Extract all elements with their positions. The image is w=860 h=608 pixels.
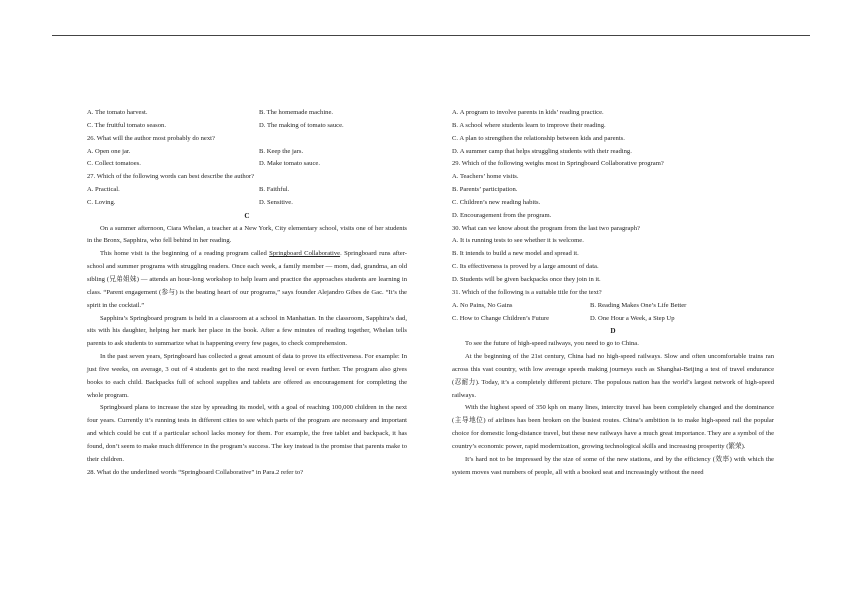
passage-d-paragraph-1: To see the future of high-speed railways, you need to go to China. <box>465 340 639 348</box>
underlined-term: Springboard Collaborative <box>269 250 341 258</box>
option-row <box>87 158 407 171</box>
passage-c-paragraph-2 <box>87 248 407 312</box>
passage-d-paragraph-3: With the highest speed of 350 kph on many lines, intercity travel has been completely changed and the dominance (主导地位) of airlines has been broken on the busiest routes. China’s ambition is to make high-speed rail the popular choice for domestic long-distance travel, but these new railways have a much great importance. They are a symbol of the country’s economic power, rapid modernization, growing technological skills and increasing prosperity (繁荣). <box>452 404 774 450</box>
option-c: C. The fruitful tomato season. <box>87 121 166 129</box>
option-row <box>452 313 774 326</box>
passage-d-paragraph-4: It’s hard not to be impressed by the size of some of the new stations, and by the efficiency (效率) with which the system moves vast numbers of people, all with a booked seat and increasingly without the need <box>452 455 774 476</box>
option-d: D. A summer camp that helps struggling students with their reading. <box>452 147 632 155</box>
option-row <box>87 120 407 133</box>
option-d: D. The making of tomato sauce. <box>259 121 344 129</box>
option-b: B. It intends to build a new model and spread it. <box>452 250 579 258</box>
paragraph-text: . Springboard runs after-school and summer programs with struggling readers. Once each week, a family member — mom, dad, grandma, an old sibling (兄弟姐妹) — attends an hour-long workshop to help learn and practice the approaches students are learning in class. “Parent engagement (参与) is the beating heart of our programs,” says founder Alejandro Gibes de Gac. “It’s the spirit in the cocktail.” <box>87 250 407 309</box>
option-a: A. Open one jar. <box>87 147 131 155</box>
option-a: A. Practical. <box>87 186 120 194</box>
section-heading-d: D <box>610 327 616 336</box>
right-column <box>452 107 774 479</box>
option-c: C. Collect tomatoes. <box>87 160 141 168</box>
question-29: 29. Which of the following weighs most in Springboard Collaborative program? <box>452 160 664 168</box>
question-30: 30. What can we know about the program from the last two paragraph? <box>452 224 640 232</box>
header-rule <box>52 35 810 36</box>
question-28: 28. What do the underlined words “Springboard Collaborative” in Para.2 refer to? <box>87 468 304 476</box>
passage-d-paragraph-2: At the beginning of the 21st century, China had no high-speed railways. Slow and often uncomfortable trains ran across this vast country, with low average speeds making journeys such as Shanghai-Beijing a test of travel endurance (忍耐力). Today, it’s a completely different picture. The populous nation has the world’s largest network of high-speed railways. <box>452 353 774 399</box>
left-column <box>87 107 407 479</box>
option-b: B. Keep the jars. <box>259 147 304 155</box>
option-c: C. How to Change Children’s Future <box>452 314 550 322</box>
option-row <box>452 300 774 313</box>
passage-c-paragraph-1: On a summer afternoon, Ciara Whelan, a teacher at a New York, City elementary school, visits one of her students in the Bronx, Sapphira, who fell behind in her reading. <box>87 224 407 245</box>
option-c: C. Loving. <box>87 198 116 206</box>
section-heading-c: C <box>244 211 250 220</box>
option-b: B. Faithful. <box>259 186 290 194</box>
passage-c-paragraph-4: In the past seven years, Springboard has collected a great amount of data to prove its effectiveness. For example: In just five weeks, on average, 3 out of 4 students get to the next reading level or even further. The program also gives books to each child. Backpacks full of school supplies and tablets are offered as encouragement for completing the whole program. <box>87 353 407 399</box>
option-row <box>87 107 407 120</box>
option-d: D. Make tomato sauce. <box>259 160 320 168</box>
option-row <box>87 184 407 197</box>
option-b: B. A school where students learn to improve their reading. <box>452 121 606 129</box>
option-b: B. The homemade machine. <box>259 109 334 116</box>
paragraph-text: This home visit is the beginning of a reading program called <box>100 250 270 258</box>
option-c: C. A plan to strengthen the relationship between kids and parents. <box>452 134 625 142</box>
option-a: A. No Pains, No Gains <box>452 301 513 309</box>
question-27: 27. Which of the following words can best describe the author? <box>87 173 255 181</box>
option-a: A. Teachers’ home visits. <box>452 173 519 181</box>
option-c: C. Children’s new reading habits. <box>452 198 541 206</box>
option-d: D. Sensitive. <box>259 198 293 206</box>
option-a: A. The tomato harvest. <box>87 109 148 116</box>
option-d: D. Encouragement from the program. <box>452 211 552 219</box>
option-row <box>87 197 407 210</box>
question-31: 31. Which of the following is a suitable title for the text? <box>452 288 602 296</box>
passage-c-paragraph-5: Springboard plans to increase the size by spreading its model, with a goal of reaching 100,000 children in the next four years. Currently it’s running tests in different cities to see which parts of the program are necessary and important and which could be cut if a particular school lacks money for them. For example, the free tablet and backpack, it has found, don’t seem to make much difference in the program’s success. The key instead is the promise that parents make to their children. <box>87 404 407 463</box>
option-c: C. Its effectiveness is proved by a large amount of data. <box>452 263 599 271</box>
question-26: 26. What will the author most probably do next? <box>87 134 215 142</box>
option-d: D. One Hour a Week, a Step Up <box>590 314 675 322</box>
option-b: B. Parents’ participation. <box>452 186 518 194</box>
option-a: A. A program to involve parents in kids’ reading practice. <box>452 109 604 116</box>
option-a: A. It is running tests to see whether it is welcome. <box>452 237 584 245</box>
passage-c-paragraph-3: Sapphira’s Springboard program is held in a classroom at a school in Manhattan. In the classroom, Sapphira’s dad, sits with his daughter, helping her mark her place in the book. After a few minutes of reading together, Whelan tells parents to ask students to summarize what is happening every few pages, to check comprehension. <box>87 314 407 348</box>
option-b: B. Reading Makes One’s Life Better <box>590 301 687 309</box>
option-row <box>87 146 407 159</box>
option-d: D. Students will be given backpacks once they join in it. <box>452 275 601 283</box>
